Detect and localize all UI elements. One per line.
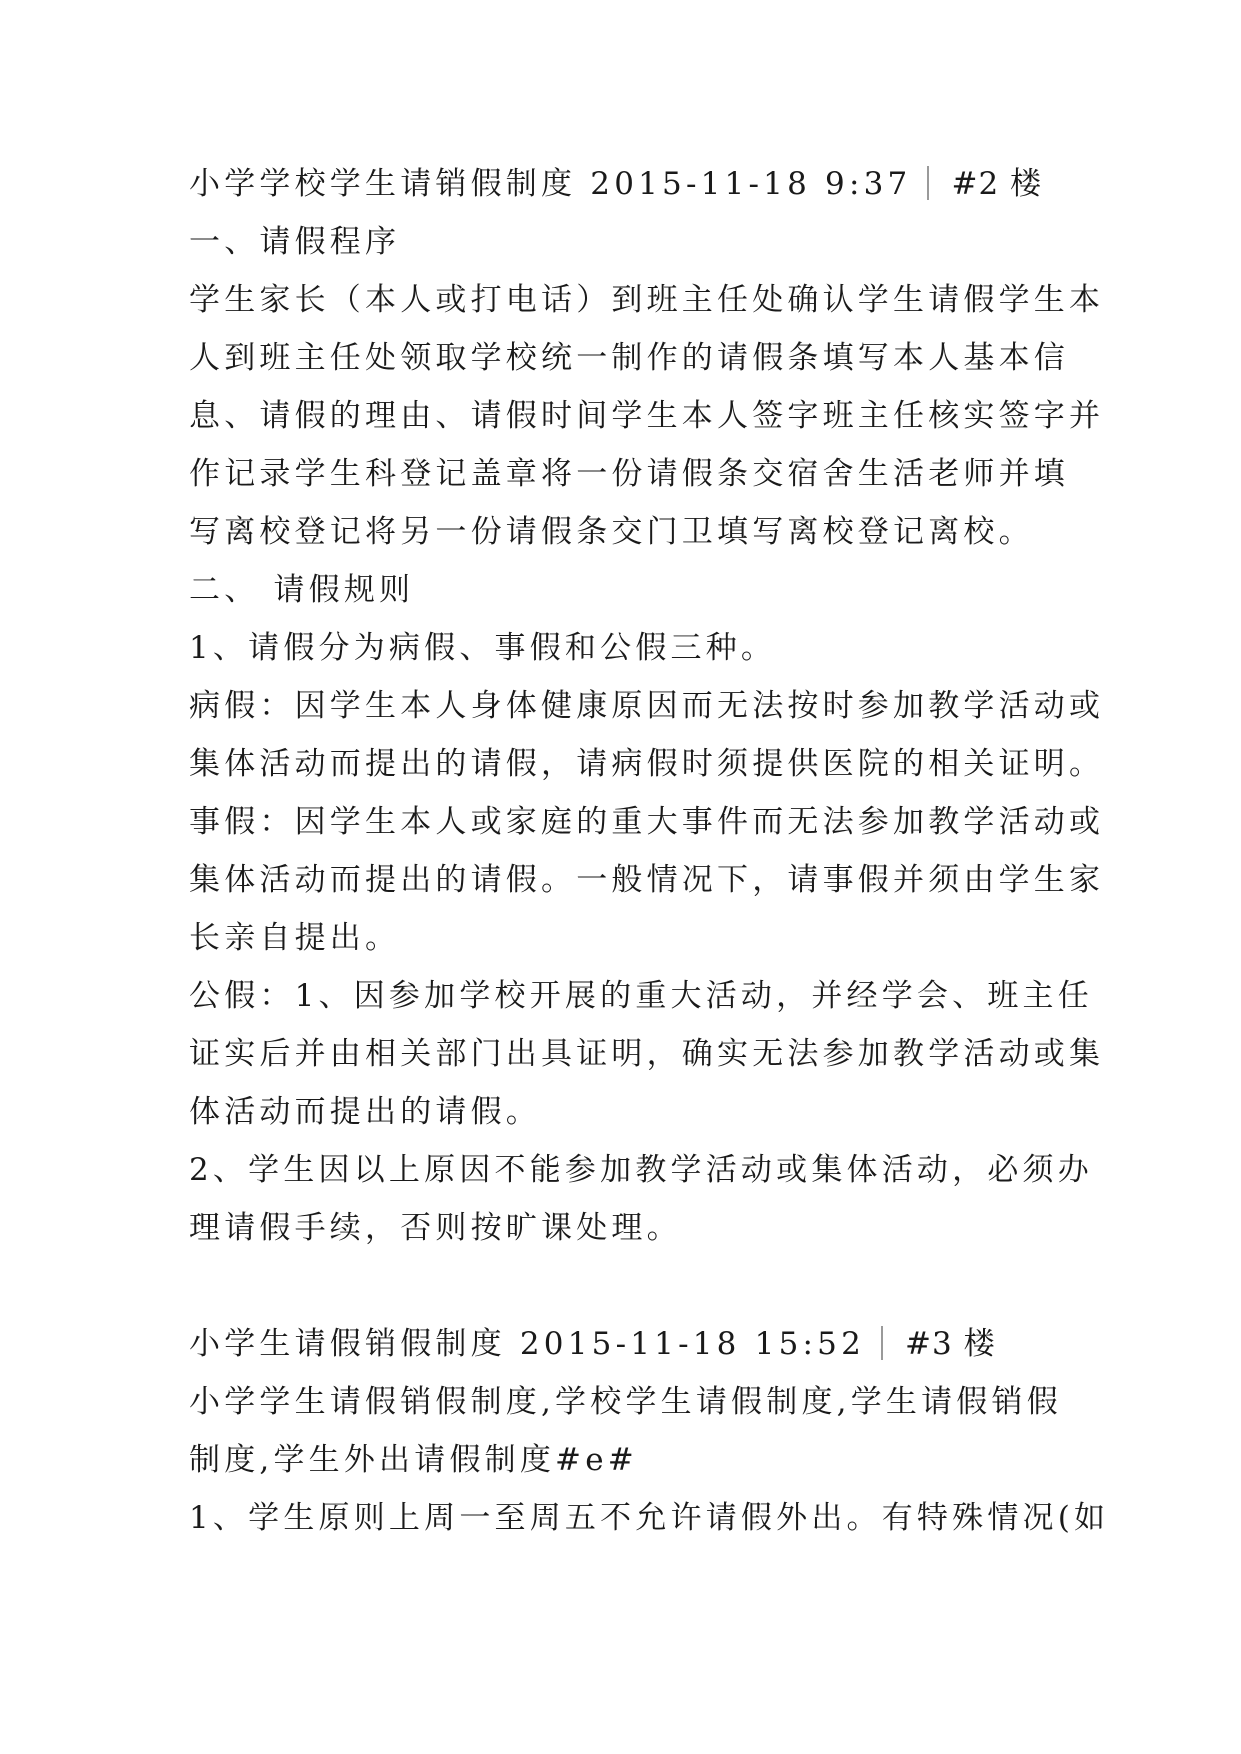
- document-page: [189, 155, 1189, 1547]
- post-header: [189, 155, 1189, 213]
- post-header: [189, 1315, 1189, 1373]
- paragraph-line: 公假：1、因参加学校开展的重大活动，并经学会、班主任: [189, 978, 1093, 1014]
- post-title: 小学生请假销假制度: [189, 1326, 506, 1362]
- paragraph-line: 写离校登记将另一份请假条交门卫填写离校登记离校。: [189, 514, 1034, 550]
- paragraph-line: 息、请假的理由、请假时间学生本人签字班主任核实签字并: [189, 398, 1105, 434]
- paragraph-line: 长亲自提出。: [189, 920, 401, 956]
- post-floor: #2 楼: [951, 166, 1043, 202]
- paragraph-line: 制度,学生外出请假制度#e#: [189, 1442, 638, 1478]
- paragraph-line: 人到班主任处领取学校统一制作的请假条填写本人基本信: [189, 340, 1069, 376]
- paragraph-line: 1、请假分为病假、事假和公假三种。: [189, 630, 777, 666]
- paragraph-line: 学生家长（本人或打电话）到班主任处确认学生请假学生本: [189, 282, 1105, 318]
- post-title: 小学学校学生请销假制度: [189, 166, 577, 202]
- paragraph-line: 集体活动而提出的请假，请病假时须提供医院的相关证明。: [189, 746, 1105, 782]
- post-floor: #3 楼: [905, 1326, 996, 1362]
- paragraph-line: 2、学生因以上原因不能参加教学活动或集体活动，必须办: [189, 1152, 1093, 1188]
- paragraph-line: 证实后并由相关部门出具证明，确实无法参加教学活动或集: [189, 1036, 1105, 1072]
- paragraph-line: 病假：因学生本人身体健康原因而无法按时参加教学活动或: [189, 688, 1105, 724]
- post-datetime: 2015-11-18 9:37: [590, 166, 912, 202]
- paragraph-line: 理请假手续，否则按旷课处理。: [189, 1210, 682, 1246]
- post-datetime: 2015-11-18 15:52: [519, 1326, 866, 1362]
- post-gap: [189, 1257, 1189, 1315]
- paragraph-line: 作记录学生科登记盖章将一份请假条交宿舍生活老师并填: [189, 456, 1069, 492]
- section-heading: 二、 请假规则: [189, 572, 415, 608]
- paragraph-line: 事假：因学生本人或家庭的重大事件而无法参加教学活动或: [189, 804, 1105, 840]
- paragraph-line: 集体活动而提出的请假。一般情况下，请事假并须由学生家: [189, 862, 1105, 898]
- paragraph-line: 体活动而提出的请假。: [189, 1094, 541, 1130]
- paragraph-line: 小学学生请假销假制度,学校学生请假制度,学生请假销假: [189, 1384, 1062, 1420]
- separator: [881, 1326, 883, 1360]
- section-heading: 一、请假程序: [189, 224, 401, 260]
- separator: [927, 166, 929, 200]
- paragraph-line: 1、学生原则上周一至周五不允许请假外出。有特殊情况(如: [189, 1500, 1110, 1536]
